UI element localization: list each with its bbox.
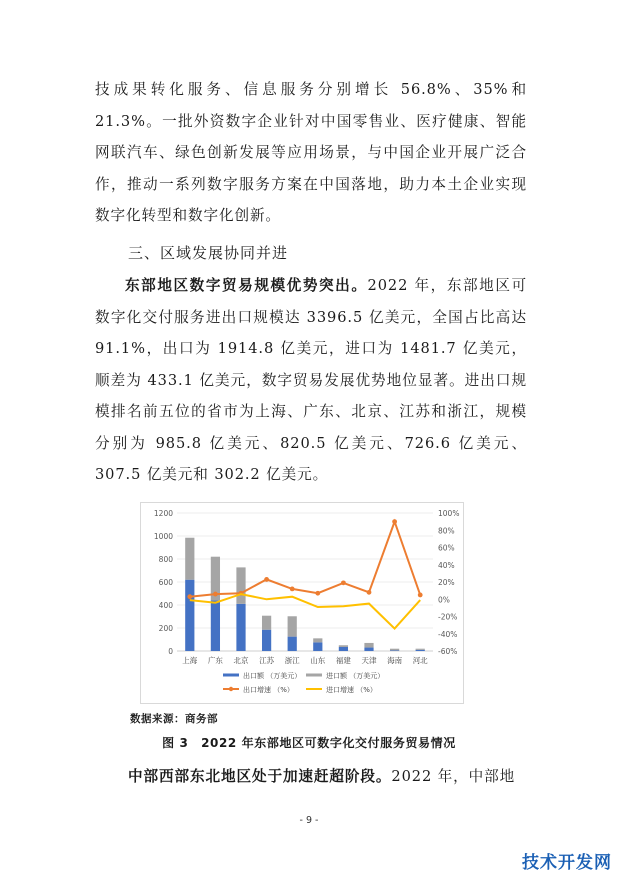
y-left-tick-label: 200	[158, 624, 173, 633]
y-right-tick-label: -60%	[438, 647, 458, 656]
x-tick-label: 广东	[207, 656, 223, 665]
bar-import	[390, 649, 399, 651]
point-export-growth	[315, 591, 320, 596]
y-right-tick-label: 80%	[438, 526, 455, 536]
paragraph-2	[95, 270, 527, 491]
paragraph-1: 技成果转化服务、信息服务分别增长 56.8%、35%和 21.3%。一批外资数字企业针对中国零售业、医疗健康、智能网联汽车、绿色创新发展等应用场景，与中国企业开展广泛合作，推动一系列数字服务方案在中国落地，助力本土企业实现数字化转型和数字化创新。	[95, 81, 527, 224]
bar-export	[236, 604, 245, 651]
series-line-import-growth	[190, 594, 420, 629]
y-right-tick-label: -20%	[438, 612, 458, 622]
figure-caption: 图 3 2022 年东部地区可数字化交付服务贸易情况	[162, 736, 456, 750]
y-right-tick-label: 20%	[438, 578, 455, 587]
bar-import	[288, 616, 297, 636]
point-export-growth	[418, 593, 423, 598]
bar-export	[211, 600, 220, 651]
section-heading: 三、区域发展协同并进	[128, 244, 289, 262]
point-export-growth	[187, 594, 192, 599]
legend-label: 出口增速 （%）	[243, 686, 294, 694]
y-left-tick-label: 0	[168, 647, 173, 656]
legend-label: 进口增速 （%）	[326, 686, 377, 694]
y-left-tick-label: 1200	[153, 509, 173, 518]
y-right-tick-label: -40%	[438, 629, 458, 639]
y-right-tick-label: 40%	[438, 560, 455, 570]
point-export-growth	[290, 587, 295, 592]
bar-export	[185, 580, 194, 651]
bar-export	[416, 650, 425, 651]
bar-import	[185, 538, 194, 580]
bar-import	[339, 645, 348, 647]
x-tick-label: 福建	[335, 656, 351, 665]
x-tick-label: 江苏	[259, 656, 275, 665]
paragraph-3	[128, 762, 515, 792]
point-export-growth	[392, 519, 397, 524]
y-right-tick-label: 60%	[438, 543, 455, 553]
y-left-tick-label: 600	[158, 578, 173, 587]
y-left-tick-label: 800	[158, 555, 173, 564]
watermark: 技术开发网	[522, 853, 612, 873]
y-right-tick-label: 0%	[438, 595, 450, 605]
x-tick-label: 海南	[387, 656, 403, 665]
bar-export	[262, 630, 271, 651]
bar-import	[236, 567, 245, 603]
x-tick-label: 北京	[233, 656, 249, 665]
chart-frame	[140, 502, 464, 704]
x-tick-label: 上海	[182, 656, 198, 665]
point-export-growth	[264, 577, 269, 582]
trade-chart	[141, 503, 463, 703]
paragraph-2-lead: 东部地区数字贸易规模优势突出。	[125, 277, 368, 294]
legend-label: 出口额 （万美元）	[243, 672, 302, 680]
bar-export	[339, 647, 348, 651]
page-number: - 9 -	[299, 815, 319, 826]
bar-export	[288, 637, 297, 651]
paragraph-2-text: 2022 年，东部地区可数字化交付服务进出口规模达 3396.5 亿美元，全国占比高达 91.1%，出口为 1914.8 亿美元，进口为 1481.7 亿美元，顺差为 433.1 亿美元，数字贸易发展优势地位显著。进出口规模排名前五位的省市为上海、广东、北京、江苏和浙江，规模分别为 985.8 亿美元、820.5 亿美元、726.6 亿美元、307.5 亿美元和 302.2 亿美元。	[95, 277, 527, 483]
y-right-tick-label: 100%	[438, 509, 460, 518]
bar-export	[313, 642, 322, 651]
y-left-tick-label: 1000	[153, 532, 173, 541]
point-export-growth	[341, 580, 346, 585]
x-tick-label: 河北	[412, 656, 428, 665]
x-tick-label: 山东	[310, 656, 326, 665]
point-export-growth	[367, 590, 372, 595]
paragraph-3-text: 2022 年，中部地	[391, 768, 516, 785]
bar-import	[364, 643, 373, 648]
legend-marker	[229, 687, 233, 691]
point-export-growth	[213, 592, 218, 597]
legend-label: 进口额 （万美元）	[326, 672, 385, 680]
paragraph-3-lead: 中部西部东北地区处于加速赶超阶段。	[128, 768, 392, 785]
bar-import	[416, 649, 425, 650]
x-tick-label: 天津	[361, 656, 377, 665]
source-note: 数据来源：商务部	[130, 713, 218, 725]
bar-import	[262, 616, 271, 630]
bar-export	[364, 648, 373, 651]
x-tick-label: 浙江	[284, 656, 300, 665]
y-left-tick-label: 400	[158, 601, 173, 610]
bar-export	[390, 650, 399, 651]
bar-import	[313, 638, 322, 642]
